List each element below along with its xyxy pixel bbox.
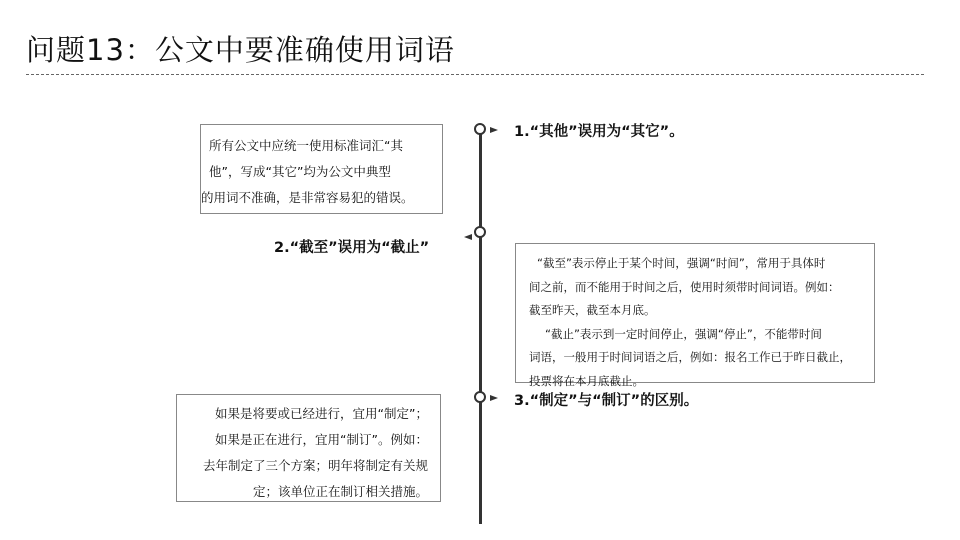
item-2-line-1: “截至”表示停止于某个时间，强调“时间”，常用于具体时 [537, 256, 826, 270]
pointer-right-icon [490, 127, 498, 133]
item-3-line-4: 定；该单位正在制订相关措施。 [252, 484, 428, 499]
item-3-line-3: 去年制定了三个方案；明年将制定有关规 [202, 458, 428, 473]
item-3-line-2: 如果是正在进行，宜用“制订”。例如： [215, 432, 428, 447]
title-divider [26, 74, 924, 75]
item-1-line-3: 的用词不准确，是非常容易犯的错误。 [201, 190, 414, 205]
item-1-line-1: 所有公文中应统一使用标准词汇“其 [209, 138, 403, 153]
timeline-node-3 [474, 391, 486, 403]
item-1-description-box [200, 124, 443, 214]
item-1-heading: 1.“其他”误用为“其它”。 [514, 124, 684, 140]
item-2-heading: 2.“截至”误用为“截止” [274, 240, 430, 256]
item-2-description-box [515, 243, 875, 388]
item-2-line-2: 间之前，而不能用于时间之后，使用时须带时间词语。例如： [529, 279, 840, 294]
slide-title: 问题13：公文中要准确使用词语 [26, 33, 455, 67]
item-1-line-2: 他”，写成“其它”均为公文中典型 [209, 164, 391, 179]
item-2-line-4: “截止”表示到一定时间停止，强调“停止”，不能带时间 [545, 326, 822, 341]
pointer-left-icon [464, 234, 472, 240]
timeline-line [479, 128, 482, 524]
timeline-node-1 [474, 123, 486, 135]
item-2-line-3: 截至昨天，截至本月底。 [529, 303, 656, 317]
item-3-line-1: 如果是将要或已经进行，宜用“制定”； [215, 406, 428, 421]
item-3-description-box [176, 394, 441, 502]
item-2-line-6: 投票将在本月底截止。 [529, 373, 644, 388]
item-3-heading: 3.“制定”与“制订”的区别。 [514, 393, 699, 409]
item-2-line-5: 词语，一般用于时间词语之后，例如：报名工作已于昨日截止， [529, 350, 851, 364]
pointer-right-icon [490, 395, 498, 401]
timeline-node-2 [474, 226, 486, 238]
